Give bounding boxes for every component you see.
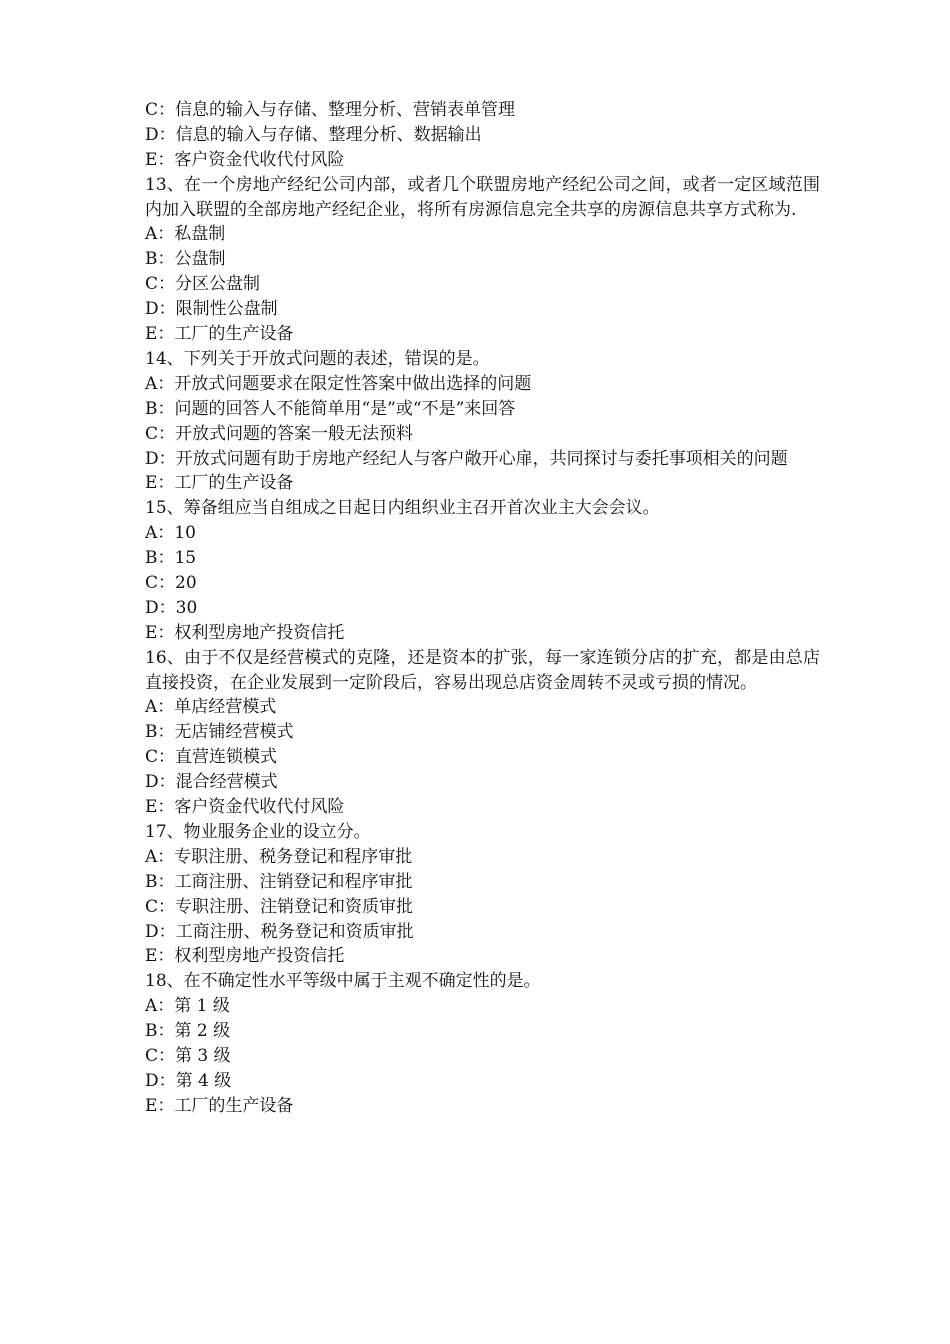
option-line: A：专职注册、税务登记和程序审批 [145, 846, 413, 867]
option-line: E：工厂的生产设备 [145, 324, 294, 345]
question-stem: 15、筹备组应当自组成之日起日内组织业主召开首次业主大会会议。 [145, 498, 660, 519]
option-line: D：30 [145, 597, 198, 618]
option-line: E：权利型房地产投资信托 [145, 946, 345, 967]
option-line: D：开放式问题有助于房地产经纪人与客户敞开心扉，共同探讨与委托事项相关的问题 [145, 448, 788, 469]
option-line: E：客户资金代收代付风险 [145, 149, 345, 170]
question-14 [145, 347, 820, 496]
option-line: A：10 [145, 523, 196, 544]
option-line: E：工厂的生产设备 [145, 1095, 294, 1116]
option-line: C：专职注册、注销登记和资质审批 [145, 896, 414, 917]
option-line: B：无店铺经营模式 [145, 722, 294, 743]
option-line: B：工商注册、注销登记和程序审批 [145, 871, 413, 892]
document-body [145, 98, 820, 1119]
question-stem: 14、下列关于开放式问题的表述，错误的是。 [145, 348, 490, 369]
option-line: E：客户资金代收代付风险 [145, 797, 345, 818]
option-line: E：工厂的生产设备 [145, 473, 294, 494]
question-15 [145, 496, 820, 645]
question-stem: 17、物业服务企业的设立分。 [145, 821, 371, 842]
option-line: C：直营连锁模式 [145, 747, 278, 768]
option-line: C：分区公盘制 [145, 274, 261, 295]
question-17 [145, 820, 820, 969]
option-line: A：第 1 级 [145, 996, 230, 1017]
option-line: C：20 [145, 573, 197, 593]
option-line: B：15 [145, 548, 197, 569]
option-line: D：信息的输入与存储、整理分析、数据输出 [145, 124, 482, 145]
option-line: E：权利型房地产投资信托 [145, 622, 345, 643]
option-line: C：第 3 级 [145, 1045, 231, 1066]
option-line: B：问题的回答人不能简单用“是”或“不是”来回答 [145, 398, 516, 419]
option-line: C：开放式问题的答案一般无法预料 [145, 423, 414, 444]
option-line: D：混合经营模式 [145, 772, 278, 793]
question-stem: 18、在不确定性水平等级中属于主观不确定性的是。 [145, 971, 541, 992]
option-line: D：限制性公盘制 [145, 299, 278, 320]
option-line: A：私盘制 [145, 224, 226, 245]
question-13 [145, 173, 820, 347]
option-line: D：第 4 级 [145, 1070, 232, 1091]
question-16 [145, 646, 820, 820]
question-stem: 16、由于不仅是经营模式的克隆，还是资本的扩张，每一家连锁分店的扩充，都是由总店直接投资，在企业发展到一定阶段后，容易出现总店资金周转不灵或亏损的情况。 [145, 647, 820, 693]
option-line: A：开放式问题要求在限定性答案中做出选择的问题 [145, 373, 532, 394]
question-stem: 13、在一个房地产经纪公司内部，或者几个联盟房地产经纪公司之间，或者一定区域范围内加入联盟的全部房地产经纪企业，将所有房源信息完全共享的房源信息共享方式称为. [145, 174, 820, 220]
option-line: B：公盘制 [145, 249, 226, 270]
question-18 [145, 969, 820, 1118]
option-line: B：第 2 级 [145, 1021, 231, 1042]
option-line: C：信息的输入与存储、整理分析、营销表单管理 [145, 100, 516, 120]
previous-question-options [145, 98, 820, 173]
option-line: D：工商注册、税务登记和资质审批 [145, 921, 414, 942]
option-line: A：单店经营模式 [145, 697, 277, 718]
